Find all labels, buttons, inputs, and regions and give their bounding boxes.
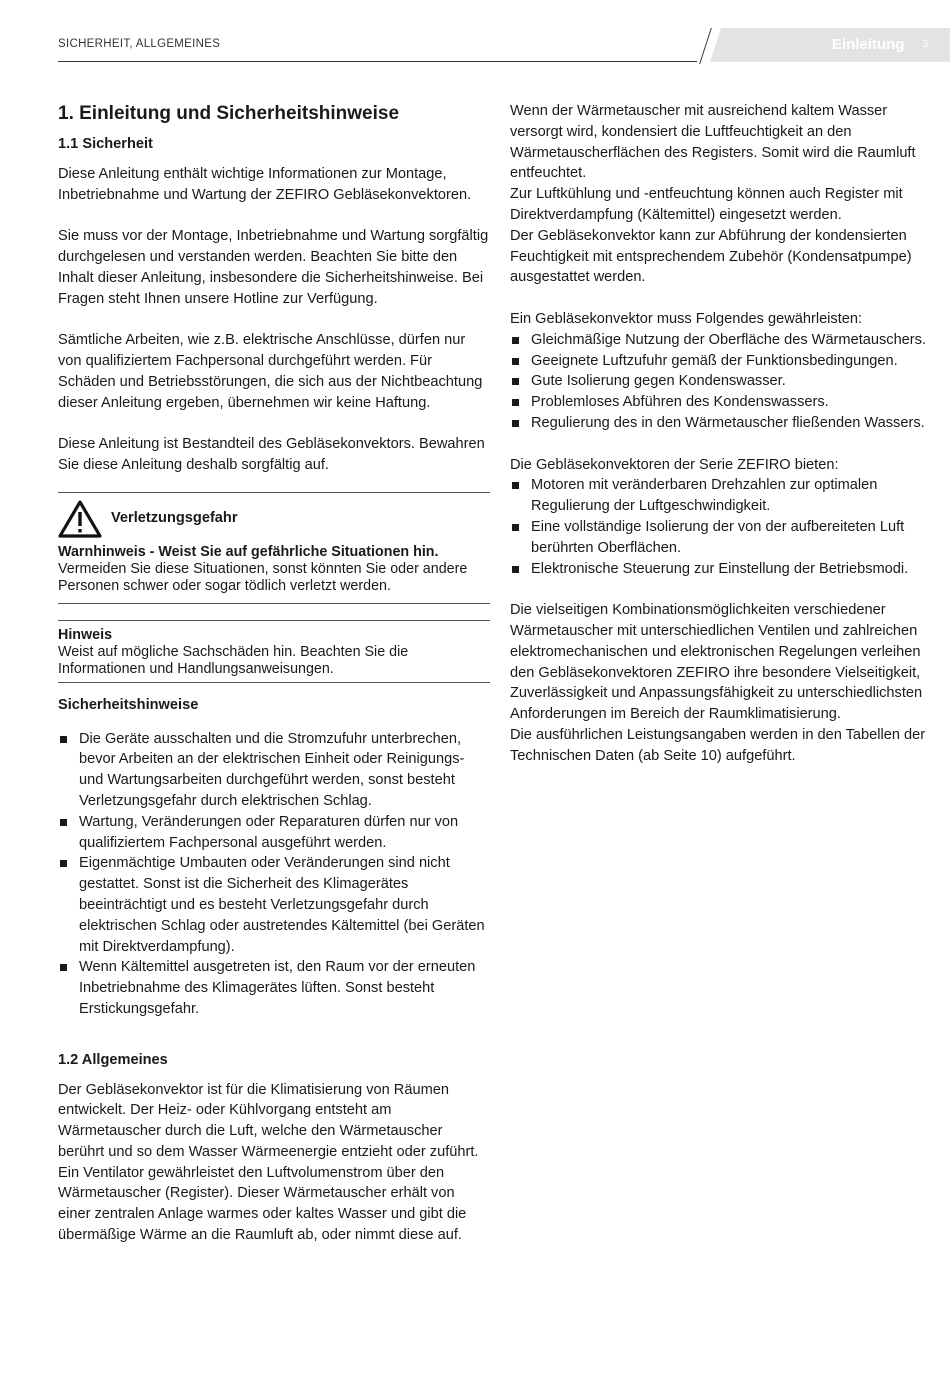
note-title: Hinweis xyxy=(58,626,113,643)
warning-triangle-icon xyxy=(58,500,102,538)
safety-list xyxy=(58,729,490,1020)
heading-sicherheitshinweise: Sicherheitshinweise xyxy=(58,696,199,713)
paragraph-read-carefully: Sie muss vor der Montage, Inbetriebnahme und Wartung sorgfältig durchgelesen und verstanden werden. Beachten Sie bitte den Inhalt dieser Anleitung, insbesondere die Sicherheitshinweise. Bei Fragen steht Ihnen unsere Hotline zur Verfügung. xyxy=(58,228,489,307)
list-item: Geeignete Luftzufuhr gemäß der Funktionsbedingungen. xyxy=(510,351,942,372)
right-column xyxy=(510,101,942,767)
heading-allgemeines: 1.2 Allgemeines xyxy=(58,1051,168,1068)
list-item: Elektronische Steuerung zur Einstellung der Betriebsmodi. xyxy=(510,559,942,580)
page-number: 3 xyxy=(922,38,929,50)
warning-strong-text: Warnhinweis - Weist Sie auf gefährliche Situationen hin. xyxy=(58,543,439,560)
list-item: Regulierung des in den Wärmetauscher fließenden Wassers. xyxy=(510,413,942,434)
heading-sicherheit: 1.1 Sicherheit xyxy=(58,136,153,152)
paragraph-versatility: Die vielseitigen Kombinationsmöglichkeiten verschiedener Wärmetauscher mit unterschiedlichen Ventilen und zahlreichen elektromechanischen und elektronischen Regelungen verleihen den Gebläsekonvektoren ZEFIRO ihre besondere Vielseitigkeit, Zuverlässigkeit und Anpassungsfähigkeit zu unterschiedlichsten Anforderungen im Bereich der Raumklimatisierung. xyxy=(510,602,923,723)
header-chapter-tab xyxy=(710,28,950,62)
paragraph-requirements: Ein Gebläsekonvektor muss Folgendes gewährleisten: xyxy=(510,310,863,327)
warning-box xyxy=(58,493,490,603)
paragraph-ventilator: Ein Ventilator gewährleistet den Luftvolumenstrom über den Wärmetauscher (Register). Dieser Wärmetauscher erhält von einer zentralen Anlage warmes oder kaltes Wasser und gibt die übermäßige Wärme an die Raumluft ab, oder nimmt diese auf. xyxy=(58,1164,467,1244)
warning-title: Verletzungsgefahr xyxy=(111,510,238,527)
list-item: Eine vollständige Isolierung der von der aufbereiteten Luft berührten Oberflächen. xyxy=(510,517,942,559)
warning-text: Vermeiden Sie diese Situationen, sonst könnten Sie oder andere Personen schwer oder sogar tödlich verletzt werden. xyxy=(58,560,468,594)
running-header-section: SICHERHEIT, ALLGEMEINES xyxy=(58,38,221,50)
note-text: Weist auf mögliche Sachschäden hin. Beachten Sie die Informationen und Handlungsanweisungen. xyxy=(58,643,409,677)
list-item: Wenn Kältemittel ausgetreten ist, den Raum vor der erneuten Inbetriebnahme des Klimagerätes lüften. Sonst besteht Erstickungsgefahr. xyxy=(58,957,490,1019)
header-slash xyxy=(699,28,712,64)
list-item: Eigenmächtige Umbauten oder Veränderungen sind nicht gestattet. Sonst ist die Sicherheit des Klimagerätes beeinträchtigt und es besteht Verletzungsgefahr durch elektrischen Schlag oder austretendes Kältemittel (bei Geräten mit Direktverdampfung). xyxy=(58,853,490,957)
list-item: Motoren mit veränderbaren Drehzahlen zur optimalen Regulierung der Luftgeschwindigkeit. xyxy=(510,475,942,517)
left-column xyxy=(58,100,490,1246)
paragraph-kondensatpumpe: Der Gebläsekonvektor kann zur Abführung der kondensierten Feuchtigkeit mit entsprechendem Zubehör (Kondensatpumpe) ausgestattet werden. xyxy=(510,227,912,286)
heading-einleitung: 1. Einleitung und Sicherheitshinweise xyxy=(58,103,400,124)
paragraph-technical-data: Die ausführlichen Leistungsangaben werden in den Tabellen der Technischen Daten (ab Seite 10) aufgeführt. xyxy=(510,726,926,764)
chapter-title: Einleitung xyxy=(832,36,905,53)
paragraph-keep-manual: Diese Anleitung ist Bestandteil des Gebläsekonvektors. Bewahren Sie diese Anleitung deshalb sorgfältig auf. xyxy=(58,436,485,473)
paragraph-kondensation: Wenn der Wärmetauscher mit ausreichend kaltem Wasser versorgt wird, kondensiert die Luftfeuchtigkeit an den Wärmetauscherflächen des Registers. Somit wird die Raumluft entfeuchtet. xyxy=(510,103,916,182)
list-item: Gute Isolierung gegen Kondenswasser. xyxy=(510,371,942,392)
note-box xyxy=(58,621,490,682)
paragraph-features: Die Gebläsekonvektoren der Serie ZEFIRO bieten: xyxy=(510,456,839,473)
list-item: Gleichmäßige Nutzung der Oberfläche des Wärmetauschers. xyxy=(510,330,942,351)
header-rule xyxy=(58,61,697,62)
list-item: Wartung, Veränderungen oder Reparaturen dürfen nur von qualifiziertem Fachpersonal ausgeführt werden. xyxy=(58,812,490,854)
paragraph-qualified-staff: Sämtliche Arbeiten, wie z.B. elektrische Anschlüsse, dürfen nur von qualifiziertem Fachpersonal durchgeführt werden. Für Schäden und Betriebsstörungen, die sich aus der Nichtbeachtung dieser Anleitung ergeben, übernehmen wir keine Haftung. xyxy=(58,332,483,411)
features-list xyxy=(510,475,942,579)
list-item: Die Geräte ausschalten und die Stromzufuhr unterbrechen, bevor Arbeiten an der elektrischen Einheit oder Reinigungs- und Wartungsarbeiten durchgeführt werden, sonst besteht Verletzungsgefahr durch elektrischen Schlag. xyxy=(58,729,490,812)
paragraph-intro: Diese Anleitung enthält wichtige Informationen zur Montage, Inbetriebnahme und Wartung der ZEFIRO Gebläsekonvektoren. xyxy=(58,165,472,203)
paragraph-klimatisierung: Der Gebläsekonvektor ist für die Klimatisierung von Räumen entwickelt. Der Heiz- oder Kühlvorgang entsteht am Wärmetauscher durch die Luft, welche den Wärmetauscher berührt und so dem Wasser Wärmeenergie entzieht oder zuführt. xyxy=(58,1081,479,1160)
list-item: Problemloses Abführen des Kondenswassers. xyxy=(510,392,942,413)
paragraph-direktverdampfung: Zur Luftkühlung und -entfeuchtung können auch Register mit Direktverdampfung (Kältemittel) eingesetzt werden. xyxy=(510,186,903,223)
requirements-list xyxy=(510,330,942,434)
